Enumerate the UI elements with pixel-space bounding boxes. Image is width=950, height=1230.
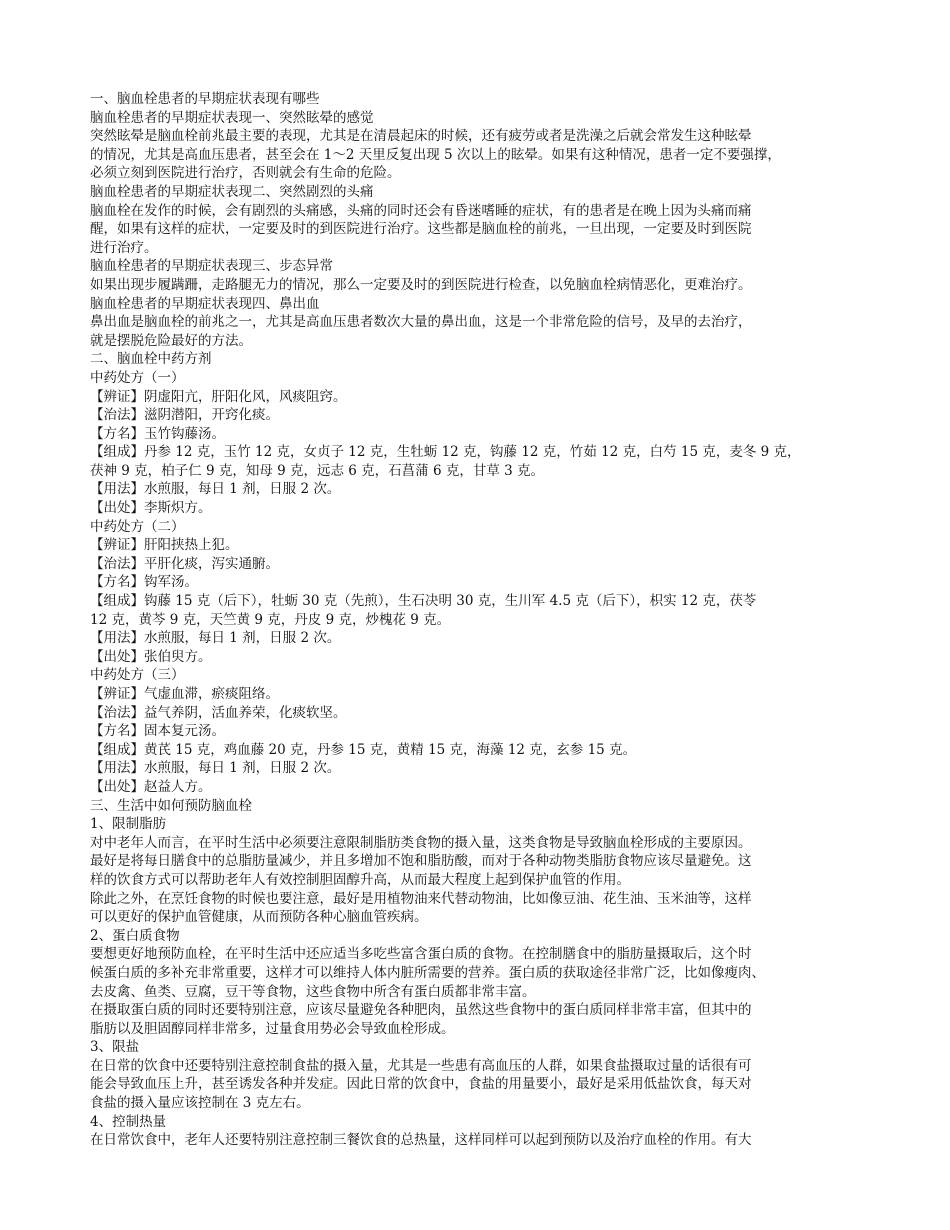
text-line: 鼻出血是脑血栓的前兆之一，尤其是高血压患者数次大量的鼻出血，这是一个非常危险的信号，及早的去治疗， (90, 314, 752, 331)
text-line: 候蛋白质的多补充非常重要，这样才可以维持人体内脏所需要的营养。蛋白质的获取途径非常广泛，比如像瘦肉、 (90, 964, 765, 981)
text-line: 食盐的摄入量应该控制在 3 克左右。 (90, 1095, 310, 1112)
text-line: 【组成】钩藤 15 克（后下），牡蛎 30 克（先煎），生石决明 30 克，生川军 4.5 克（后下），枳实 12 克，茯苓 (90, 593, 757, 610)
text-line: 在摄取蛋白质的同时还要特别注意，应该尽量避免各种肥肉，虽然这些食物中的蛋白质同样非常丰富，但其中的 (90, 1002, 752, 1019)
text-line: 【出处】赵益人方。 (90, 778, 212, 795)
text-line: 12 克，黄芩 9 克，天竺黄 9 克，丹皮 9 克，炒槐花 9 克。 (90, 611, 451, 628)
text-line: 【治法】滋阴潜阳，开窍化痰。 (90, 407, 279, 424)
text-line: 脑血栓患者的早期症状表现四、鼻出血 (90, 295, 320, 312)
text-line: 去皮禽、鱼类、豆腐，豆干等食物，这些食物中所含有蛋白质都非常丰富。 (90, 983, 536, 1000)
text-line: 在日常饮食中，老年人还要特别注意控制三餐饮食的总热量，这样同样可以起到预防以及治疗血栓的作用。有大 (90, 1132, 752, 1149)
text-line: 在日常的饮食中还要特别注意控制食盐的摄入量，尤其是一些患有高血压的人群，如果食盐摄取过量的话很有可 (90, 1057, 752, 1074)
text-line: 【出处】张伯臾方。 (90, 648, 212, 665)
text-line: 能会导致血压上升，甚至诱发各种并发症。因此日常的饮食中，食盐的用量要小，最好是采用低盐饮食，每天对 (90, 1076, 752, 1093)
text-line: 一、脑血栓患者的早期症状表现有哪些 (90, 91, 320, 107)
text-line: 脑血栓患者的早期症状表现一、突然眩晕的感觉 (90, 109, 374, 126)
text-line: 4、控制热量 (90, 1113, 167, 1130)
text-line: 【组成】黄芪 15 克，鸡血藤 20 克，丹参 15 克，黄精 15 克，海藻 12 克，玄参 15 克。 (90, 741, 637, 758)
text-line: 中药处方（一） (90, 369, 185, 386)
text-line: 【用法】水煎服，每日 1 剂，日服 2 次。 (90, 760, 341, 777)
text-line: 【治法】平肝化痰，泻实通腑。 (90, 555, 279, 572)
text-line: 必须立刻到医院进行治疗，否则就会有生命的危险。 (90, 165, 401, 182)
text-line: 3、限盐 (90, 1039, 140, 1056)
text-line: 三、生活中如何预防脑血栓 (90, 797, 252, 814)
text-line: 【方名】钩军汤。 (90, 574, 198, 591)
text-line: 【方名】固本复元汤。 (90, 723, 225, 740)
text-line: 要想更好地预防血栓，在平时生活中还应适当多吃些富含蛋白质的食物。在控制膳食中的脂肪量摄取后，这个时 (90, 946, 752, 963)
text-line: 醒，如果有这样的症状，一定要及时的到医院进行治疗。这些都是脑血栓的前兆，一旦出现，一定要及时到医院 (90, 221, 752, 238)
text-line: 最好是将每日膳食中的总脂肪量减少，并且多增加不饱和脂肪酸，而对于各种动物类脂肪食物应该尽量避免。这 (90, 853, 752, 870)
text-line: 可以更好的保护血管健康，从而预防各种心脑血管疾病。 (90, 909, 428, 926)
text-line: 【辨证】肝阳挟热上犯。 (90, 537, 239, 554)
text-line: 二、脑血栓中药方剂 (90, 351, 212, 368)
text-line: 突然眩晕是脑血栓前兆最主要的表现，尤其是在清晨起床的时候，还有疲劳或者是洗澡之后就会常发生这种眩晕 (90, 128, 752, 145)
text-line: 【治法】益气养阴，活血养荣，化痰软坚。 (90, 704, 347, 721)
text-line: 脂肪以及胆固醇同样非常多，过量食用势必会导致血栓形成。 (90, 1020, 455, 1037)
text-line: 脑血栓在发作的时候，会有剧烈的头痛感，头痛的同时还会有昏迷嗜睡的症状，有的患者是在晚上因为头痛而痛 (90, 202, 752, 219)
text-line: 样的饮食方式可以帮助老年人有效控制胆固醇升高，从而最大程度上起到保护血管的作用。 (90, 871, 630, 888)
text-line: 【组成】丹参 12 克，玉竹 12 克，女贞子 12 克，生牡蛎 12 克，钩藤 12 克，竹茹 12 克，白芍 15 克，麦冬 9 克， (90, 444, 801, 461)
text-line: 除此之外，在烹饪食物的时候也要注意，最好是用植物油来代替动物油，比如像豆油、花生油、玉米油等，这样 (90, 890, 752, 907)
text-line: 【辨证】气虚血滞，瘀痰阻络。 (90, 686, 279, 702)
text-line: 1、限制脂肪 (90, 816, 167, 833)
text-line: 对中老年人而言，在平时生活中必须要注意限制脂肪类食物的摄入量，这类食物是导致脑血栓形成的主要原因。 (90, 834, 752, 851)
text-line: 【辨证】阴虚阳亢，肝阳化风，风痰阻窍。 (90, 388, 347, 405)
text-line: 【用法】水煎服，每日 1 剂，日服 2 次。 (90, 630, 341, 647)
text-line: 就是摆脱危险最好的方法。 (90, 332, 252, 349)
text-line: 的情况，尤其是高血压患者，甚至会在 1～2 天里反复出现 5 次以上的眩晕。如果有这种情况，患者一定不要强撑， (90, 146, 781, 163)
text-line: 【用法】水煎服，每日 1 剂，日服 2 次。 (90, 481, 341, 498)
text-line: 中药处方（二） (90, 518, 185, 535)
text-line: 茯神 9 克，柏子仁 9 克，知母 9 克，远志 6 克，石菖蒲 6 克，甘草 3 克。 (90, 462, 545, 479)
text-line: 2、蛋白质食物 (90, 927, 180, 944)
text-line: 中药处方（三） (90, 667, 185, 684)
text-line: 进行治疗。 (90, 239, 158, 256)
text-line: 脑血栓患者的早期症状表现三、步态异常 (90, 258, 333, 275)
text-line: 脑血栓患者的早期症状表现二、突然剧烈的头痛 (90, 183, 374, 200)
text-line: 【出处】李斯炽方。 (90, 500, 212, 517)
text-line: 如果出现步履蹒跚，走路腿无力的情况，那么一定要及时的到医院进行检查，以免脑血栓病情恶化，更难治疗。 (90, 276, 752, 293)
text-line: 【方名】玉竹钩藤汤。 (90, 425, 225, 442)
